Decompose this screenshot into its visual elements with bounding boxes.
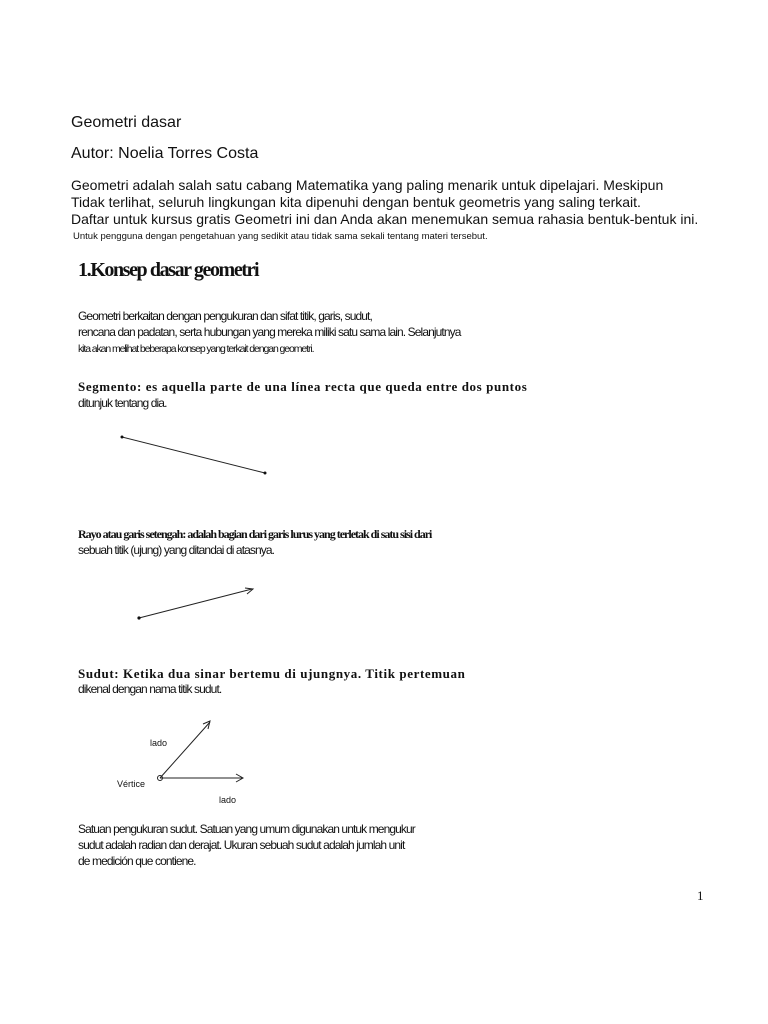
closing-line-3: de medición que contiene. [78,854,196,868]
para1-line-3: kita akan melihat beberapa konsep yang terkait dengan geometri. [78,343,314,355]
intro-note: Untuk pengguna dengan pengetahuan yang sedikit atau tidak sama sekali tentang materi tersebut. [73,231,488,242]
angle-arrowhead-upper [203,721,210,729]
angle-label-lado-bottom: lado [219,795,237,805]
angle-label-vertex: Vértice [117,779,146,789]
section-heading: 1.Konsep dasar geometri [78,259,259,281]
angle-subtext: dikenal dengan nama titik sudut. [78,682,222,696]
intro-line-3: Daftar untuk kursus gratis Geometri ini dan Anda akan menemukan semua rahasia bentuk-bentuk ini. [71,211,699,227]
author-line: Autor: Noelia Torres Costa [71,145,259,162]
ray-heading: Rayo atau garis setengah: adalah bagian dari garis lurus yang terletak di satu sisi dari [78,527,432,541]
para1-line-2: rencana dan padatan, serta hubungan yang mereka miliki satu sama lain. Selanjutnya [78,325,461,339]
angle-ray-upper [160,722,210,778]
angle-heading: Sudut: Ketika dua sinar bertemu di ujungnya. Titik pertemuan [78,666,466,681]
ray-subtext: sebuah titik (ujung) yang ditandai di atasnya. [78,543,275,557]
segment-subtext: ditunjuk tentang dia. [78,396,167,410]
page-number: 1 [697,888,704,903]
para1-line-1: Geometri berkaitan dengan pengukuran dan sifat titik, garis, sudut, [78,309,372,323]
closing-line-2: sudut adalah radian dan derajat. Ukuran sebuah sudut adalah jumlah unit [78,838,405,852]
closing-line-1: Satuan pengukuran sudut. Satuan yang umum digunakan untuk mengukur [78,822,415,836]
angle-label-lado-top: lado [150,738,168,748]
segment-heading: Segmento: es aquella parte de una línea recta que queda entre dos puntos [78,379,528,394]
document-title: Geometri dasar [71,114,182,131]
intro-line-1: Geometri adalah salah satu cabang Matematika yang paling menarik untuk dipelajari. Meskipun [71,177,664,193]
intro-line-2: Tidak terlihat, seluruh lingkungan kita dipenuhi dengan bentuk geometris yang saling terkait. [71,194,641,210]
